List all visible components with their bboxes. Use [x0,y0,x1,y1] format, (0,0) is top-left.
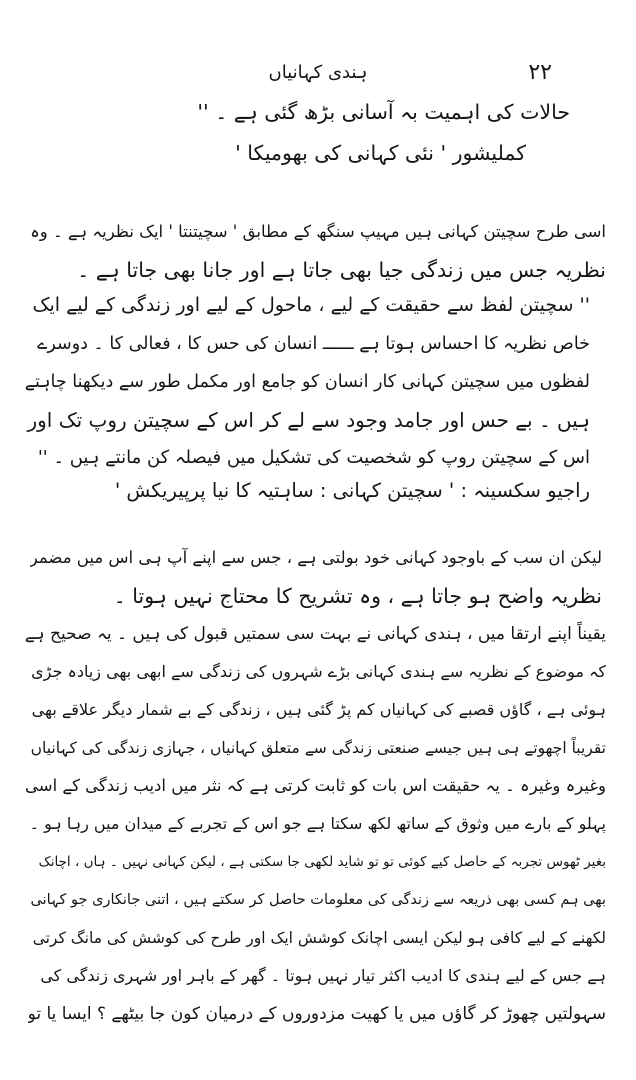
epigraph-quote: حالات کی اہمیت بہ آسانی بڑھ گئی ہے ۔ '' [197,100,570,124]
text-line: تقریباً اچھوتے ہی ہیں جیسے صنعتی زندگی سے متعلق کہانیاں ، جہازی زندگی کی کہانیاں [30,739,606,757]
running-title: ہندی کہانیاں [268,62,368,83]
text-line: پہلو کے بارے میں وثوق کے ساتھ لکھ سکتا ہے جو اس کے تجربے کے میدان میں رہا ہو ۔ [29,814,606,833]
quote-attribution: راجیو سکسینہ : ' سچیتن کہانی : ساہتیہ کا نیا پرپیریکش ' [114,479,590,502]
text-line: اسی طرح سچیتن کہانی ہیں مہیپ سنگھ کے مطابق ' سچیتنتا ' ایک نظریہ ہے ۔ وہ [30,222,606,241]
text-line: سہولتیں چھوڑ کر گاؤں میں یا کھیت مزدوروں کے درمیان کون جا بیٹھے ؟ ایسا یا تو [27,1004,606,1024]
text-line: لیکن ان سب کے باوجود کہانی خود بولتی ہے ، جس سے اپنے آپ ہی اس میں مضمر [29,548,602,567]
text-line: یقیناً اپنے ارتقا میں ، ہندی کہانی نے بہت سی سمتیں قبول کی ہیں ۔ یہ صحیح ہے [24,624,606,644]
text-line: وغیرہ وغیرہ ۔ یہ حقیقت اس بات کو ثابت کرتی ہے کہ نثر میں ادیب زندگی کے اسی [25,776,606,795]
epigraph-attribution: کملیشور ' نئی کہانی کی بھومیکا ' [235,141,526,165]
quote-line: خاص نظریہ کا احساس ہوتا ہے ــــــ انسان کی حس کا ، فعالی کا ۔ دوسرے [37,334,590,354]
text-line: ہے جس کے لیے ہندی کا ادیب اکثر تیار نہیں ہوتا ۔ گھر کے باہر اور شہری زندگی کی [40,966,606,985]
text-line: لکھنے کے لیے کافی ہو لیکن ایسی اچانک کوشش ایک اور طرح کی کوشش کی مانگ کرتی [32,929,606,947]
quote-line: اس کے سچیتن روپ کو شخصیت کی تشکیل میں فیصلہ کن مانتے ہیں ۔ '' [37,447,590,468]
quote-line: ہیں ۔ بے حس اور جامد وجود سے لے کر اس کے سچیتن روپ تک اور [27,408,590,432]
quote-line: '' سچیتن لفظ سے حقیقت کے لیے ، ماحول کے لیے اور زندگی کے لیے ایک [32,294,590,316]
page-number: ۲۲ [528,60,552,85]
text-line: نظریہ واضح ہو جاتا ہے ، وہ تشریح کا محتاج نہیں ہوتا ۔ [113,584,602,608]
page-header [30,52,606,92]
text-line: بھی ہم کسی بھی ذریعہ سے زندگی کی معلومات حاصل کر سکتے ہیں ، اتنی جانکاری جو کہانی [30,892,606,908]
text-line: ہوئی ہے ، گاؤں قصبے کی کہانیاں کم پڑ گئی ہیں ، زندگی کے بے شمار دیگر علاقے بھی [31,700,606,719]
text-line: کہ موضوع کے نظریہ سے ہندی کہانی بڑے شہروں کی زندگی سے ابھی بھی زیادہ جڑی [31,662,606,681]
quote-line: لفظوں میں سچیتن کہانی کار انسان کو جامع اور مکمل طور سے دیکھنا چاہتے [24,372,590,392]
text-line: نظریہ جس میں زندگی جیا بھی جاتا ہے اور جانا بھی جاتا ہے ۔ [77,258,606,282]
text-line: بغیر ٹھوس تجربہ کے حاصل کیے کوئی تو تو شاید لکھی جا سکتی ہے ، لیکن کہانی نہیں ۔ ہاں ، اچانک [38,854,606,870]
